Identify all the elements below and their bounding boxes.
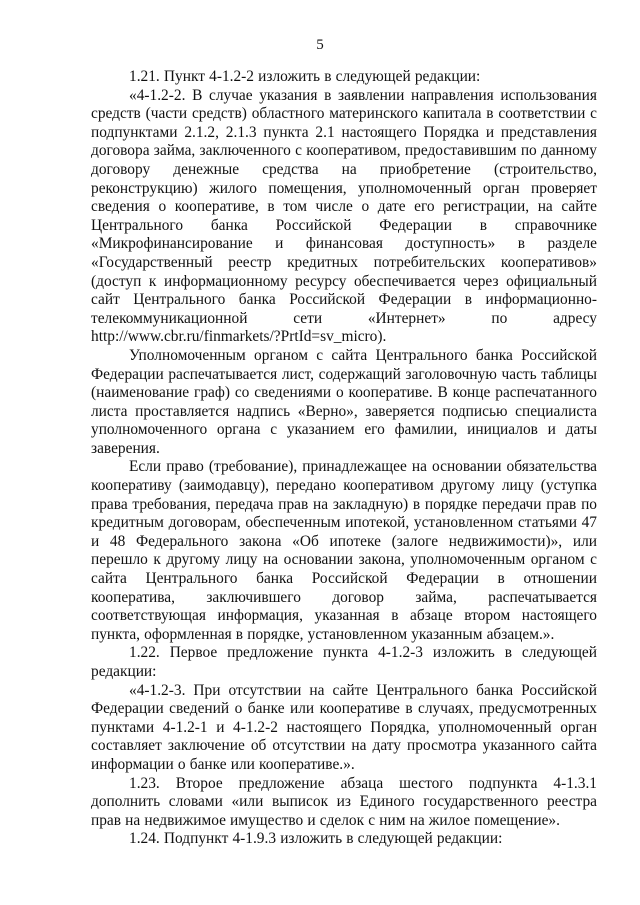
paragraph-1-24: 1.24. Подпункт 4-1.9.3 изложить в следующей редакции: (129, 830, 503, 848)
document-body (91, 68, 597, 849)
paragraph-4-1-2-2: «4-1.2-2. В случае указания в заявлении направления использования средств (части средств) областного материнского капитала в соответствии с подпунктами 2.1.2, 2.1.3 пункта 2.1 настоящего Порядка и представления договора займа, заключенного с кооперативом, предоставившим по данному договору денежные средства на приобретение (строительство, реконструкцию) жилого помещения, уполномоченный орган проверяет сведения о кооперативе, в том числе о дате его регистрации, на сайте Центрального банка Российской Федерации в справочнике «Микрофинансирование и финансовая доступность» в разделе «Государственный реестр кредитных потребительских кооперативов» (доступ к информационному ресурсу обеспечивается через официальный сайт Центрального банка Российской Федерации в информационно-телекоммуникационной сети «Интернет» по адресу http://www.cbr.ru/finmarkets/?PrtId=sv_micro). (91, 86, 597, 346)
page-number: 5 (316, 37, 324, 53)
paragraph-printout: Уполномоченным органом с сайта Центрального банка Российской Федерации распечатывается лист, содержащий заголовочную часть таблицы (наименование граф) со сведениями о кооперативе. В конце распечатанного листа проставляется надпись «Верно», заверяется подписью специалиста уполномоченного органа с указанием его фамилии, инициалов и даты заверения. (91, 346, 597, 457)
paragraph-1-21: 1.21. Пункт 4-1.2-2 изложить в следующей редакции: (129, 68, 481, 85)
paragraph-1-22: 1.22. Первое предложение пункта 4-1.2-3 изложить в следующей редакции: (91, 644, 597, 680)
paragraph-1-23: 1.23. Второе предложение абзаца шестого подпункта 4-1.3.1 дополнить словами «или выписок из Единого государственного реестра прав на недвижимое имущество и сделок с ним на жилое помещение». (91, 774, 597, 829)
paragraph-4-1-2-3: «4-1.2-3. При отсутствии на сайте Центрального банка Российской Федерации сведений о банке или кооперативе в случаях, предусмотренных пунктами 4-1.2-1 и 4-1.2-2 настоящего Порядка, уполномоченный орган составляет заключение об отсутствии на дату просмотра указанного сайта информации о банке или кооперативе.». (91, 681, 597, 773)
paragraph-assignment: Если право (требование), принадлежащее на основании обязательства кооперативу (заимодавцу), передано кооперативом другому лицу (уступка права требования, передача прав на закладную) в порядке передачи прав по кредитным договорам, обеспеченным ипотекой, установленном статьями 47 и 48 Федерального закона «Об ипотеке (залоге недвижимости)», или перешло к другому лицу на основании закона, уполномоченным органом с сайта Центрального банка Российской Федерации в отношении кооператива, заключившего договор займа, распечатывается соответствующая информация, указанная в абзаце втором настоящего пункта, оформленная в порядке, установленном указанным абзацем.». (91, 458, 597, 643)
